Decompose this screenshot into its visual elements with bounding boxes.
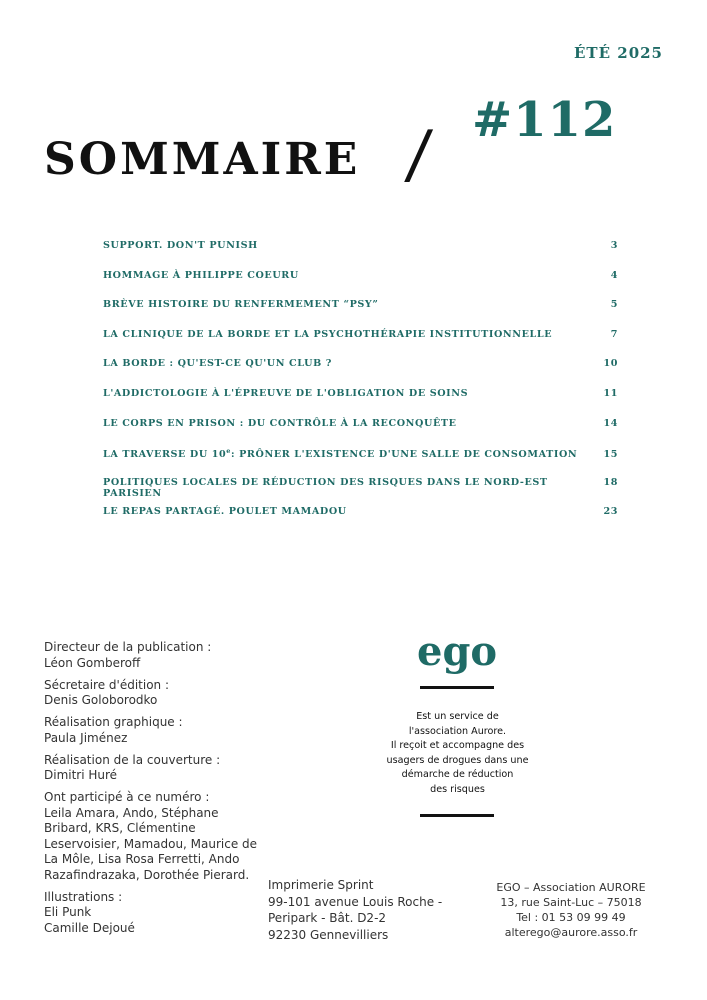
- description-line: Il reçoit et accompagne des: [390, 740, 525, 751]
- toc-entry-page: 5: [610, 299, 618, 311]
- ego-logo: ego: [417, 628, 498, 675]
- printer-line: Imprimerie Sprint: [268, 878, 374, 892]
- toc-entry-page: 7: [610, 328, 618, 340]
- credit-contributors: [44, 790, 264, 883]
- toc-entry[interactable]: [103, 506, 618, 536]
- printer-info: [268, 877, 468, 943]
- toc-entry[interactable]: [103, 477, 618, 507]
- toc-entry-page: 11: [603, 387, 618, 399]
- credit-value: Eli Punk: [44, 905, 92, 919]
- credit-value: Léon Gomberoff: [44, 655, 141, 670]
- toc-entry-title: LE CORPS EN PRISON : DU CONTRÔLE À LA RECONQUÊTE: [103, 417, 457, 429]
- issue-season: ÉTÉ 2025: [574, 44, 663, 62]
- credits: [44, 640, 264, 943]
- toc-entry-page: 23: [603, 506, 618, 518]
- credit-label: Sécretaire d'édition :: [44, 677, 170, 692]
- toc-entry[interactable]: [103, 358, 618, 388]
- association-description: [380, 710, 535, 797]
- address-line: 13, rue Saint-Luc – 75018: [500, 896, 642, 909]
- credit-director: [44, 640, 264, 671]
- description-line: démarche de réduction: [401, 769, 514, 780]
- credit-value: Leila Amara, Ando, Stéphane Bribard, KRS, Clémentine Leservoisier, Mamadou, Maurice de La Môle, Lisa Rosa Ferretti, Ando Razafindrazaka, Dorothée Pierard.: [44, 805, 258, 882]
- toc-entry[interactable]: [103, 447, 618, 477]
- address-email[interactable]: alterego@aurore.asso.fr: [504, 926, 638, 939]
- toc-entry-title: HOMMAGE À PHILIPPE COEURU: [103, 269, 299, 281]
- toc-entry-title: SUPPORT. DON'T PUNISH: [103, 240, 258, 251]
- toc-entry[interactable]: [103, 329, 618, 359]
- credit-cover: [44, 753, 264, 784]
- title-slash: /: [402, 118, 435, 192]
- contact-address: [482, 880, 660, 940]
- credit-label: Réalisation graphique :: [44, 715, 183, 729]
- issue-number: #112: [472, 92, 617, 148]
- printer-line: 92230 Gennevilliers: [268, 927, 389, 942]
- divider-top: [420, 686, 494, 689]
- toc-entry[interactable]: [103, 299, 618, 329]
- description-line: usagers de drogues dans une: [386, 754, 529, 766]
- divider-bottom: [420, 814, 494, 817]
- address-phone: Tel : 01 53 09 99 49: [516, 911, 626, 924]
- printer-line: Peripark - Bât. D2-2: [268, 911, 387, 925]
- description-line: des risques: [430, 783, 485, 795]
- toc-entry-title: BRÈVE HISTOIRE DU RENFERMEMENT “PSY”: [103, 299, 379, 311]
- toc-entry-title: [103, 447, 577, 460]
- toc-entry-title: L'ADDICTOLOGIE À L'ÉPREUVE DE L'OBLIGATION DE SOINS: [103, 387, 469, 399]
- credit-label: Directeur de la publication :: [44, 640, 212, 654]
- credit-label: Ont participé à ce numéro :: [44, 790, 210, 804]
- credit-value: Camille Dejoué: [44, 920, 135, 935]
- toc-entry[interactable]: [103, 418, 618, 448]
- credit-value: Dimitri Huré: [44, 768, 118, 782]
- table-of-contents: [103, 240, 618, 536]
- credit-value: Paula Jiménez: [44, 730, 128, 745]
- credit-secretary: [44, 678, 264, 709]
- toc-entry-page: 4: [610, 269, 618, 281]
- toc-entry-title: LA CLINIQUE DE LA BORDE ET LA PSYCHOTHÉRAPIE INSTITUTIONNELLE: [103, 328, 553, 340]
- credit-label: Réalisation de la couverture :: [44, 752, 221, 767]
- description-line: Est un service de: [416, 711, 499, 722]
- address-line: EGO – Association AURORE: [496, 881, 646, 894]
- toc-entry-page: 10: [603, 358, 618, 370]
- toc-entry[interactable]: [103, 388, 618, 418]
- toc-entry-title: LA BORDE : QU'EST-CE QU'UN CLUB ?: [103, 358, 332, 370]
- credit-illustrations: [44, 890, 264, 937]
- toc-entry-title-sup: e: [226, 447, 232, 456]
- toc-entry-title-pre: LA TRAVERSE DU 10: [103, 449, 227, 461]
- toc-entry-page: 15: [603, 449, 618, 461]
- page-title: SOMMAIRE: [44, 134, 361, 185]
- toc-entry-title: LE REPAS PARTAGÉ. POULET MAMADOU: [103, 506, 347, 518]
- credit-graphic: [44, 715, 264, 746]
- toc-entry[interactable]: [103, 240, 618, 270]
- toc-entry-title: POLITIQUES LOCALES DE RÉDUCTION DES RISQUES DANS LE NORD-EST PARISIEN: [103, 476, 548, 499]
- description-line: l'association Aurore.: [408, 725, 507, 737]
- toc-entry[interactable]: [103, 270, 618, 300]
- credit-label: Illustrations :: [44, 889, 123, 904]
- printer-line: 99-101 avenue Louis Roche -: [268, 894, 443, 909]
- credit-value: Denis Goloborodko: [44, 693, 158, 707]
- toc-entry-page: 3: [610, 240, 618, 251]
- toc-entry-page: 18: [603, 476, 618, 488]
- toc-entry-title-post: : PRÔNER L'EXISTENCE D'UNE SALLE DE CONSOMATION: [231, 449, 578, 461]
- toc-entry-page: 14: [603, 417, 618, 429]
